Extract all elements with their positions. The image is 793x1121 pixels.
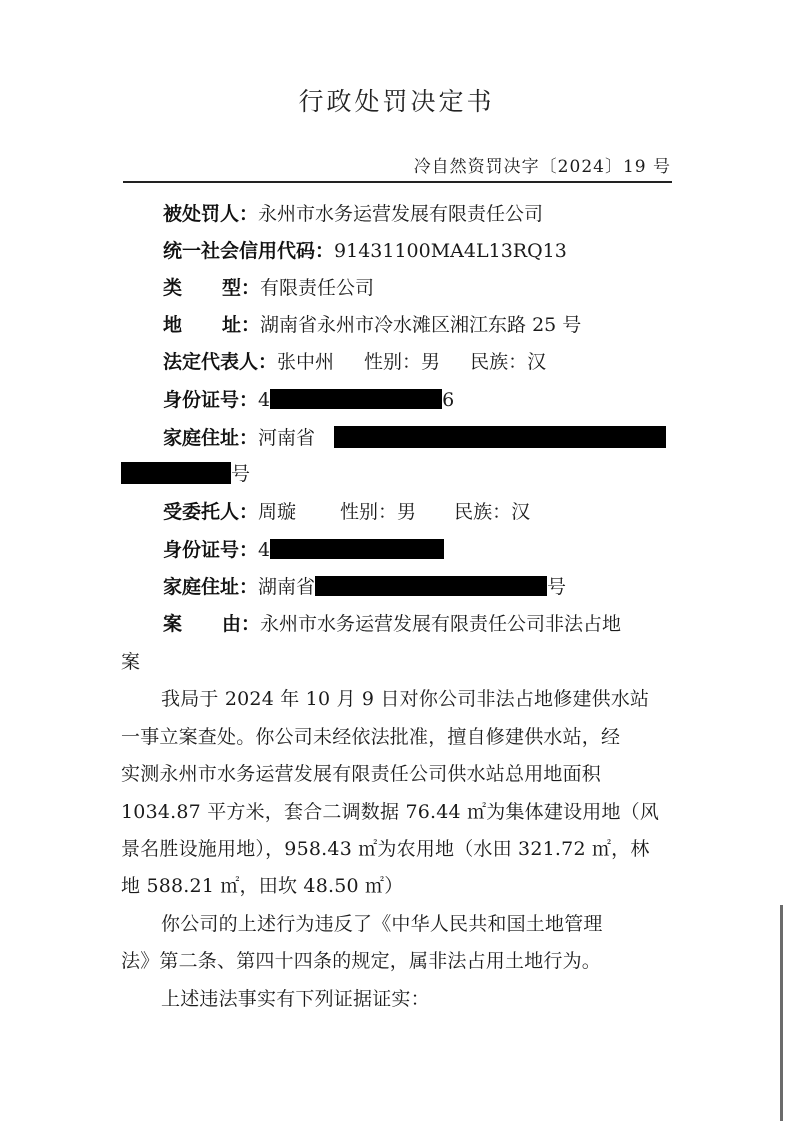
party-address-label-1: 地 — [163, 314, 183, 336]
body-p1-line1: 我局于 2024 年 10 月 9 日对你公司非法占地修建供水站 — [161, 688, 650, 710]
body-p2-line2: 法》第二条、第四十四条的规定，属非法占用土地行为。 — [121, 950, 602, 972]
body-p3-line1: 上述违法事实有下列证据证实： — [161, 988, 430, 1010]
case-cause-line2: 案 — [121, 651, 141, 673]
agent-ethnicity: 汉 — [511, 501, 531, 523]
agent-home-label: 家庭住址： — [163, 576, 259, 598]
body-p1-line4: 1034.87 平方米，套合二调数据 76.44 ㎡为集体建设用地（风 — [121, 801, 660, 823]
agent-home-suffix: 号 — [547, 576, 567, 598]
case-cause-row — [163, 612, 621, 636]
legal-rep-name: 张中州 — [277, 351, 335, 373]
legal-rep-ethnicity-label: 民族： — [470, 351, 528, 373]
legal-rep-home-cont — [231, 462, 250, 486]
redaction-block — [270, 539, 444, 559]
credit-code-label: 统一社会信用代码： — [163, 240, 335, 262]
case-cause-line1: 永州市水务运营发展有限责任公司非法占地 — [260, 613, 622, 635]
agent-name: 周璇 — [258, 501, 297, 523]
agent-gender: 男 — [397, 501, 417, 523]
legal-rep-id-label: 身份证号： — [163, 389, 259, 411]
legal-rep-id-row — [163, 388, 454, 412]
party-type-row — [163, 276, 374, 300]
legal-rep-id-prefix: 4 — [258, 389, 271, 411]
party-name-label: 被处罚人： — [163, 203, 259, 225]
case-label-1: 案 — [163, 613, 183, 635]
party-address-row — [163, 313, 581, 337]
legal-rep-label: 法定代表人： — [163, 351, 278, 373]
redaction-block — [270, 389, 442, 409]
redaction-block — [334, 426, 666, 448]
body-p2-line1: 你公司的上述行为违反了《中华人民共和国土地管理 — [161, 913, 603, 935]
agent-ethnicity-label: 民族： — [454, 501, 512, 523]
agent-home-prefix: 湖南省 — [258, 576, 316, 598]
agent-id-prefix: 4 — [258, 539, 271, 561]
legal-rep-gender-label: 性别： — [364, 351, 422, 373]
body-p1-line6: 地 588.21 ㎡，田坎 48.50 ㎡） — [121, 875, 404, 897]
agent-gender-label: 性别： — [340, 501, 398, 523]
agent-id-label: 身份证号： — [163, 539, 259, 561]
agent-home-row — [163, 575, 566, 599]
agent-id-row — [163, 538, 444, 562]
agent-row — [163, 500, 530, 524]
body-p1-line3: 实测永州市水务运营发展有限责任公司供水站总用地面积 — [121, 763, 602, 785]
legal-rep-home-suffix: 号 — [231, 463, 251, 485]
case-label-2: 由： — [222, 613, 261, 635]
legal-rep-row — [163, 350, 546, 374]
party-type-label-1: 类 — [163, 277, 183, 299]
scan-edge-shadow — [780, 905, 783, 1121]
legal-rep-ethnicity: 汉 — [527, 351, 547, 373]
party-name: 永州市水务运营发展有限责任公司 — [258, 203, 544, 225]
credit-code: 91431100MA4L13RQ13 — [334, 240, 567, 262]
agent-label: 受委托人： — [163, 501, 259, 523]
party-type-label-2: 型： — [222, 277, 261, 299]
redaction-block — [315, 576, 547, 596]
legal-rep-id-suffix: 6 — [442, 389, 455, 411]
body-p1-line2: 一事立案查处。你公司未经依法批准，擅自修建供水站，经 — [121, 726, 621, 748]
party-address-label-2: 址： — [222, 314, 261, 336]
legal-rep-home-row — [163, 426, 315, 450]
legal-rep-home-label: 家庭住址： — [163, 427, 259, 449]
document-title: 行政处罚决定书 — [298, 87, 495, 116]
redaction-block — [121, 462, 231, 484]
legal-rep-gender: 男 — [421, 351, 441, 373]
party-type: 有限责任公司 — [260, 277, 375, 299]
body-p1-line5: 景名胜设施用地），958.43 ㎡为农用地（水田 321.72 ㎡，林 — [121, 838, 650, 860]
legal-rep-home-prefix: 河南省 — [258, 427, 316, 449]
credit-code-row — [163, 239, 567, 263]
document-number: 冷自然资罚决字〔2024〕19 号 — [413, 157, 671, 177]
party-name-row — [163, 202, 543, 226]
header-rule — [123, 181, 672, 183]
party-address: 湖南省永州市冷水滩区湘江东路 25 号 — [260, 314, 582, 336]
